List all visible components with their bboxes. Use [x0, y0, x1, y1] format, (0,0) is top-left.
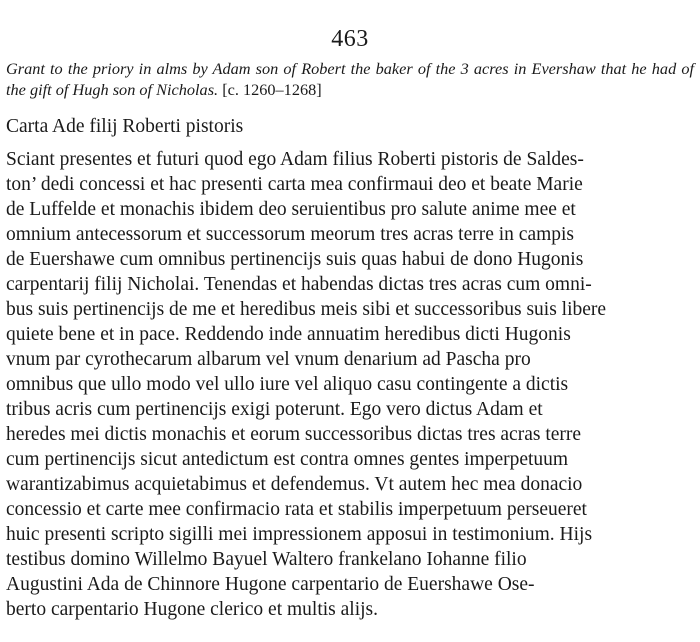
- body-line: concessio et carte mee confirmacio rata et stabilis imperpetuum perseueret: [6, 499, 587, 520]
- body-line: ton’ dedi concessi et hac presenti carta mea confirmaui deo et beate Marie: [6, 174, 583, 195]
- charter-title: Carta Ade filij Roberti pistoris: [6, 116, 244, 137]
- body-line: de Luffelde et monachis ibidem deo seruientibus pro salute anime mee et: [6, 199, 576, 220]
- body-line: heredes mei dictis monachis et eorum successoribus dictas tres acras terre: [6, 424, 582, 445]
- body-line: de Euershawe cum omnibus pertinencijs suis quas habui de dono Hugonis: [6, 249, 584, 270]
- body-line: bus suis pertinencijs de me et heredibus meis sibi et successoribus suis libere: [6, 299, 607, 320]
- body-line: tribus acris cum pertinencijs exigi poterunt. Ego vero dictus Adam et: [6, 399, 543, 420]
- body-line: Augustini Ada de Chinnore Hugone carpentario de Euershawe Ose-: [6, 574, 535, 595]
- body-line: carpentarij filij Nicholai. Tenendas et habendas dictas tres acras cum omni-: [6, 274, 592, 295]
- document-number: 463: [331, 26, 369, 52]
- charter-body: [6, 147, 694, 622]
- body-line: Sciant presentes et futuri quod ego Adam filius Roberti pistoris de Saldes-: [6, 149, 584, 170]
- document-page: [6, 24, 694, 622]
- summary-date: [c. 1260–1268]: [218, 80, 322, 99]
- body-line: huic presenti scripto sigilli mei impressionem apposui in testimonium. Hijs: [6, 524, 593, 545]
- summary-text: Grant to the priory in alms by Adam son of Robert the baker of the 3 acres in Evershaw that he had of the gift of Hugh son of Nicholas.: [6, 59, 694, 99]
- document-summary: [6, 58, 694, 100]
- body-line: quiete bene et in pace. Reddendo inde annuatim heredibus dicti Hugonis: [6, 324, 571, 345]
- body-line: cum pertinencijs sicut antedictum est contra omnes gentes imperpetuum: [6, 449, 569, 470]
- body-line: testibus domino Willelmo Bayuel Waltero frankelano Iohanne filio: [6, 549, 527, 570]
- body-line: vnum par cyrothecarum albarum vel vnum denarium ad Pascha pro: [6, 349, 531, 370]
- body-line: warantizabimus acquietabimus et defendemus. Vt autem hec mea donacio: [6, 474, 583, 495]
- body-line: berto carpentario Hugone clerico et multis alijs.: [6, 599, 378, 620]
- body-line: omnium antecessorum et successorum meorum tres acras terre in campis: [6, 224, 575, 245]
- body-line: omnibus que ullo modo vel ullo iure vel aliquo casu contingente a dictis: [6, 374, 569, 395]
